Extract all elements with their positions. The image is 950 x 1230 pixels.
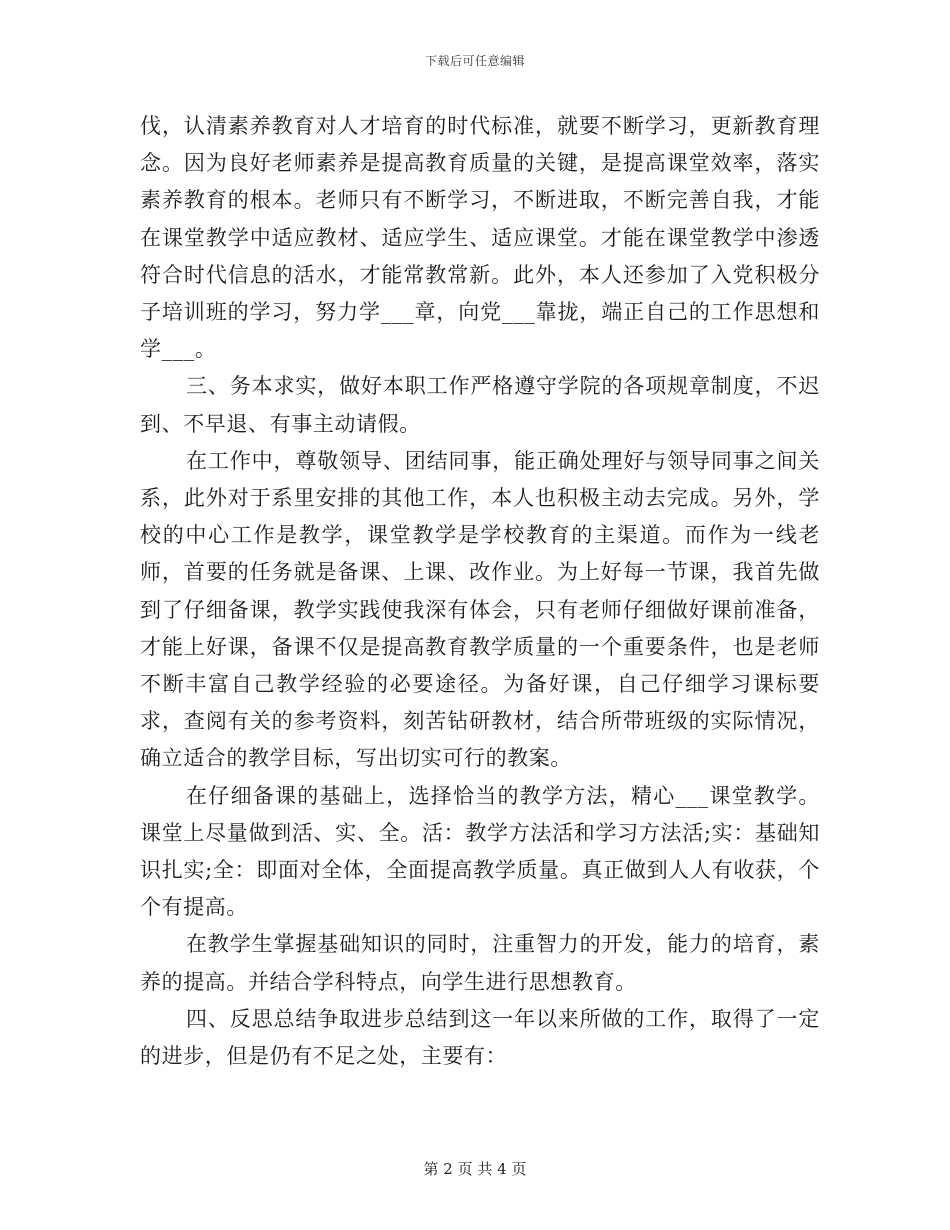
paragraph-2: 三、务本求实，做好本职工作严格遵守学院的各项规章制度，不迟到、不早退、有事主动请假。	[140, 374, 820, 436]
paragraph-5: 在教学生掌握基础知识的同时，注重智力的开发，能力的培育，素养的提高。并结合学科特点，向学生进行思想教育。	[140, 932, 820, 994]
paragraph-1: 伐，认清素养教育对人才培育的时代标准，就要不断学习，更新教育理念。因为良好老师素养是提高教育质量的关键，是提高课堂效率，落实素养教育的根本。老师只有不断学习，不断进取，不断完善自我，才能在课堂教学中适应教材、适应学生、适应课堂。才能在课堂教学中渗透符合时代信息的活水，才能常教常新。此外，本人还参加了入党积极分子培训班的学习，努力学___章，向党___靠拢，端正自己的工作思想和学___。	[140, 114, 820, 362]
document-body	[140, 108, 820, 1075]
page-number: 第 2 页 共 4 页	[423, 1160, 527, 1178]
paragraph-3: 在工作中，尊敬领导、团结同事，能正确处理好与领导同事之间关系，此外对于系里安排的其他工作，本人也积极主动去完成。另外，学校的中心工作是教学，课堂教学是学校教育的主渠道。而作为一线老师，首要的任务就是备课、上课、改作业。为上好每一节课，我首先做到了仔细备课，教学实践使我深有体会，只有老师仔细做好课前准备，才能上好课，备课不仅是提高教育教学质量的一个重要条件，也是老师不断丰富自己教学经验的必要途径。为备好课，自己仔细学习课标要求，查阅有关的参考资料，刻苦钻研教材，结合所带班级的实际情况，确立适合的教学目标，写出切实可行的教案。	[140, 448, 820, 771]
paragraph-6: 四、反思总结争取进步总结到这一年以来所做的工作，取得了一定的进步，但是仍有不足之处，主要有：	[140, 1006, 820, 1069]
paragraph-4: 在仔细备课的基础上，选择恰当的教学方法，精心___课堂教学。课堂上尽量做到活、实、全。活：教学方法活和学习方法活;实：基础知识扎实;全：即面对全体，全面提高教学质量。真正做到人人有收获，个个有提高。	[140, 783, 820, 920]
page-header: 下载后可任意编辑	[424, 54, 525, 68]
